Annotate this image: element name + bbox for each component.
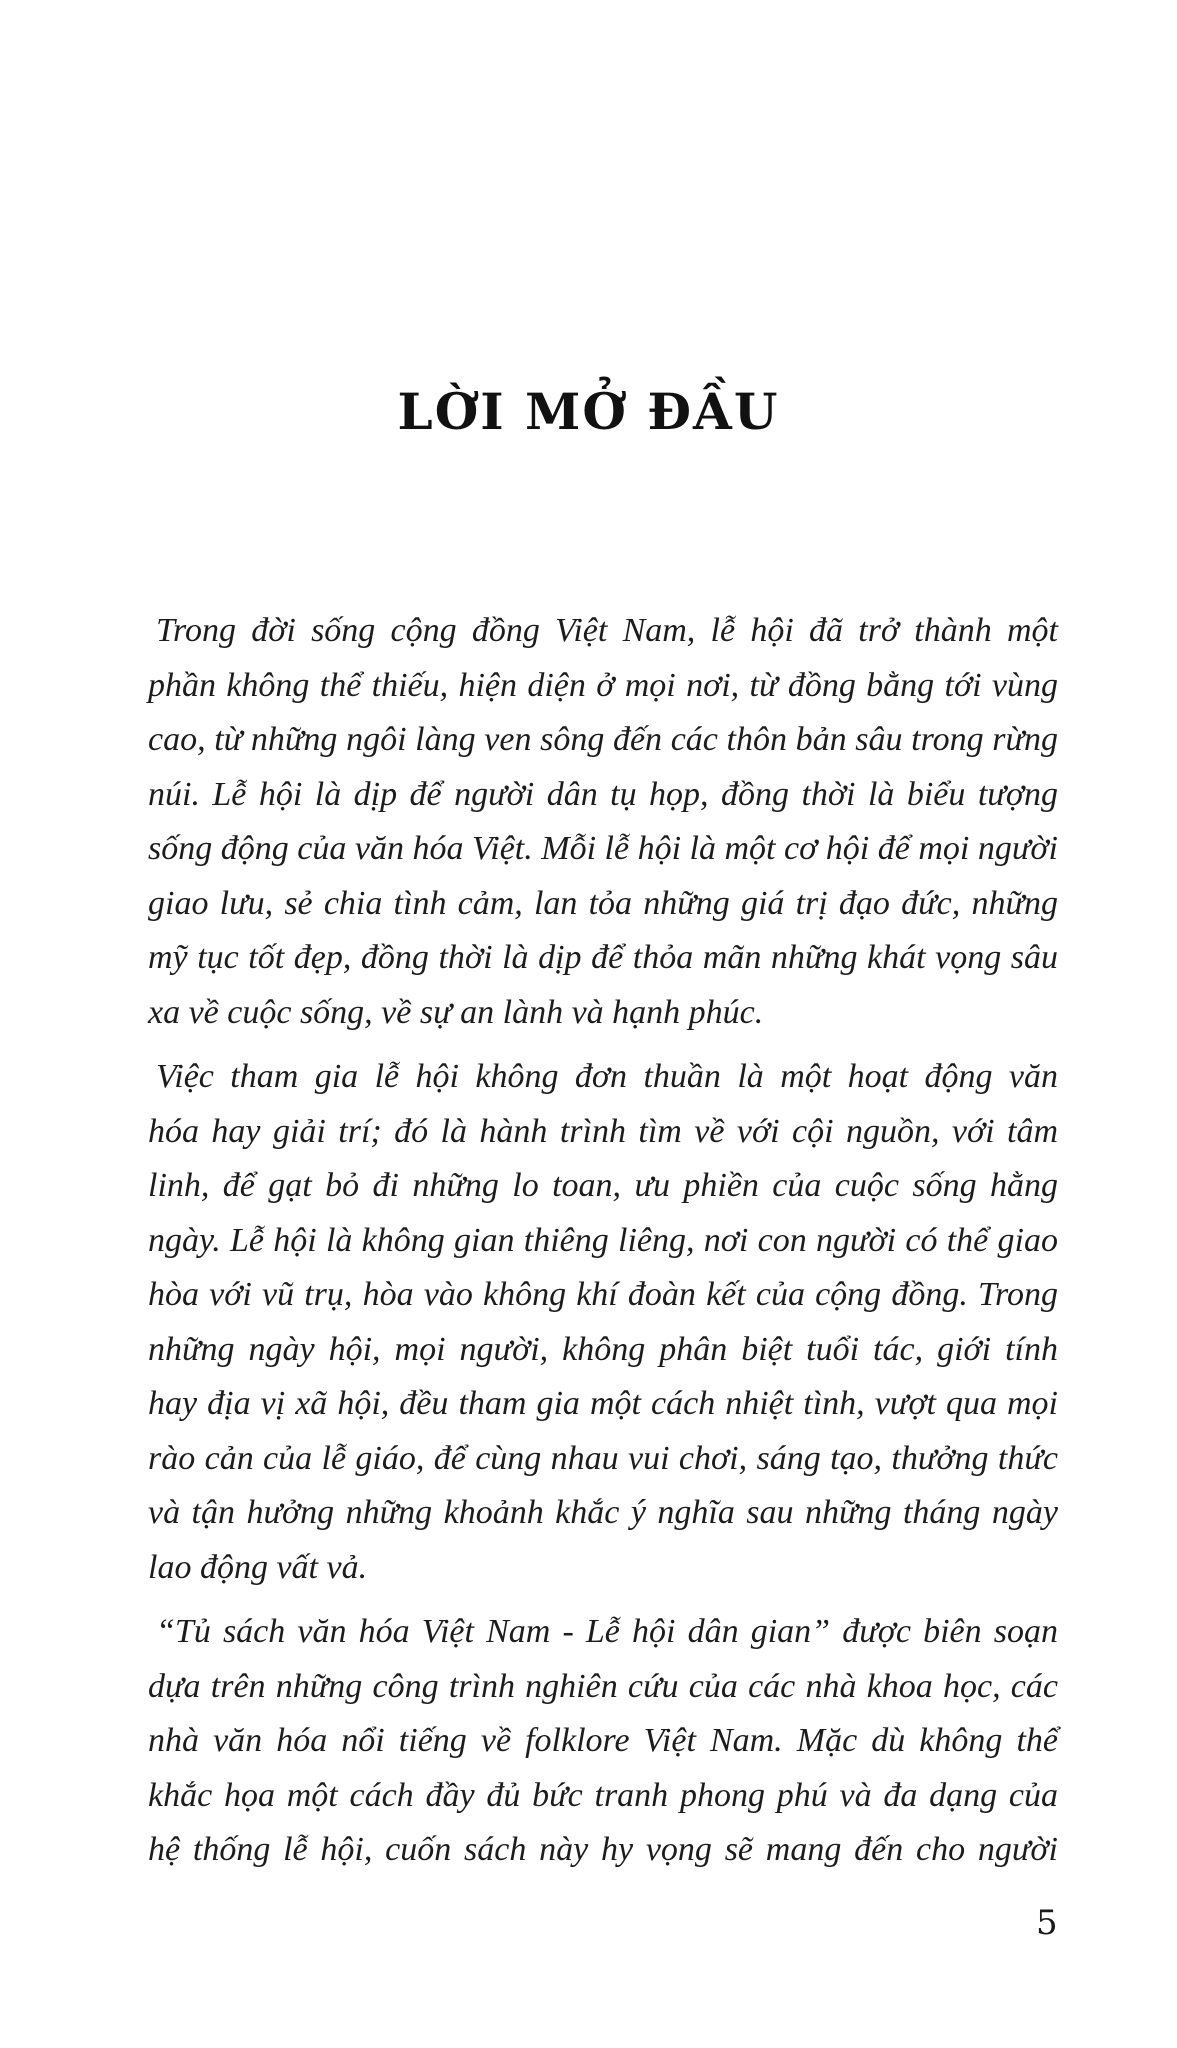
text-line: lao động vất vả. — [148, 1548, 368, 1586]
text-line: hóa hay giải trí; đó là hành trình tìm về với cội nguồn, với tâm — [148, 1112, 1058, 1150]
text-line: và tận hưởng những khoảnh khắc ý nghĩa sau những tháng ngày — [148, 1494, 1058, 1531]
text-line: phần không thể thiếu, hiện diện ở mọi nơi, từ đồng bằng tới vùng — [148, 666, 1058, 704]
text-line: hòa với vũ trụ, hòa vào không khí đoàn kết của cộng đồng. Trong — [148, 1276, 1058, 1313]
chapter-title: LỜI MỞ ĐẦU — [397, 382, 780, 441]
body-text — [148, 604, 1058, 1888]
text-line: những ngày hội, mọi người, không phân biệt tuổi tác, giới tính — [148, 1330, 1058, 1368]
text-line: mỹ tục tốt đẹp, đồng thời là dịp để thỏa mãn những khát vọng sâu — [148, 939, 1058, 976]
text-line: xa về cuộc sống, về sự an lành và hạnh phúc. — [148, 993, 764, 1031]
text-line: khắc họa một cách đầy đủ bức tranh phong phú và đa dạng của — [148, 1776, 1058, 1814]
text-line: nhà văn hóa nổi tiếng về folklore Việt Nam. Mặc dù không thể — [148, 1722, 1058, 1759]
text-line: cao, từ những ngôi làng ven sông đến các thôn bản sâu trong rừng — [148, 721, 1058, 758]
text-line: linh, để gạt bỏ đi những lo toan, ưu phiền của cuộc sống hằng — [148, 1167, 1058, 1204]
text-line: rào cản của lễ giáo, để cùng nhau vui chơi, sáng tạo, thưởng thức — [148, 1439, 1058, 1477]
page-number: 5 — [1036, 1903, 1058, 1943]
text-line: hệ thống lễ hội, cuốn sách này hy vọng sẽ mang đến cho người — [148, 1831, 1058, 1868]
paragraph-3 — [148, 1605, 1058, 1878]
text-line: Trong đời sống cộng đồng Việt Nam, lễ hội đã trở thành một — [156, 612, 1058, 649]
text-line: ngày. Lễ hội là không gian thiêng liêng, nơi con người có thể giao — [148, 1221, 1058, 1259]
text-line: hay địa vị xã hội, đều tham gia một cách nhiệt tình, vượt qua mọi — [148, 1385, 1058, 1422]
paragraph-1 — [148, 604, 1058, 1040]
text-line: giao lưu, sẻ chia tình cảm, lan tỏa những giá trị đạo đức, những — [148, 884, 1058, 922]
text-line: sống động của văn hóa Việt. Mỗi lễ hội là một cơ hội để mọi người — [148, 830, 1058, 867]
text-line: Việc tham gia lễ hội không đơn thuần là một hoạt động văn — [156, 1058, 1058, 1095]
text-line: dựa trên những công trình nghiên cứu của các nhà khoa học, các — [148, 1667, 1058, 1705]
text-line: núi. Lễ hội là dịp để người dân tụ họp, đồng thời là biểu tượng — [148, 775, 1058, 813]
text-line: “Tủ sách văn hóa Việt Nam - Lễ hội dân gian” được biên soạn — [156, 1613, 1058, 1650]
paragraph-2 — [148, 1050, 1058, 1595]
